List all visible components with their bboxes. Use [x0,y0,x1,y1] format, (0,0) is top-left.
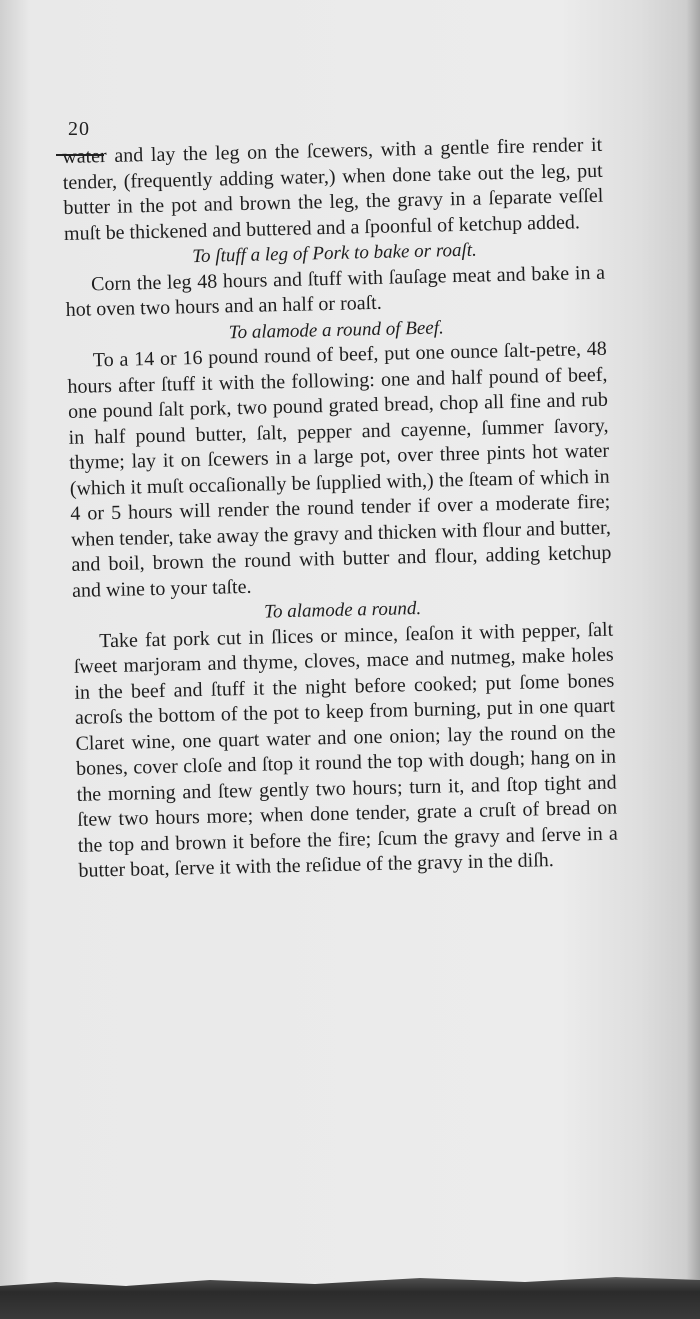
page-number: 20 [68,118,90,140]
recipe-text-stuff-pork: Corn the leg 48 hours and ſtuff with ſauſage meat and bake in a hot oven two hours and an half or roaſt. [65,261,606,321]
page-bottom-edge [0,1272,700,1319]
page-body [62,133,619,885]
recipe-heading-stuff-pork: To ſtuff a leg of Pork to bake or roaſt. [191,239,478,268]
recipe-heading-alamode-round: To alamode a round. [263,597,422,623]
recipe-text-alamode-round: Take fat pork cut in ſlices or mince, ſeaſon it with pepper, ſalt ſweet marjoram and thyme, cloves, mace and nutmeg, make holes in the beef and ſtuff it the night before cooked; put ſome bones acroſs the bottom of the pot to keep from burning, put in one quart Claret wine, one quart water and one onion; lay the round on the bones, cover cloſe and ſtop it round the top with dough; hang on in the morning and ſtew gently two hours; turn it, and ſtop tight and ſtew two hours more; when done tender, grate a cruſt of bread on the top and brown it before the fire; ſcum the gravy and ſerve in a butter boat, ſerve it with the reſidue of the gravy in the diſh. [73,618,619,882]
recipe-heading-alamode-beef: To alamode a round of Beef. [228,316,444,343]
page-right-shadow [686,0,700,1319]
recipe-text-continued: water and lay the leg on the ſcewers, with a gentle fire render it tender, (frequently adding water,) when done take out the leg, put butter in the pot and brown the leg, the gravy in a ſeparate veſſel muſt be thickened and buttered and a ſpoonful of ketchup added. [62,133,604,245]
recipe-text-alamode-beef: To a 14 or 16 pound round of beef, put one ounce ſalt-petre, 48 hours after ſtuff it with the following: one and half pound of beef, one pound ſalt pork, two pound grated bread, chop all fine and rub in half pound butter, ſalt, pepper and cayenne, ſummer ſavory, thyme; lay it on ſcewers in a large pot, over three pints hot water (which it muſt occaſionally be ſupplied with,) the ſteam of which in 4 or 5 hours will render the round tender if over a moderate fire; when tender, take away the gravy and thicken with flour and butter, and boil, brown the round with butter and flour, adding ketchup and wine to your taſte. [67,337,612,602]
